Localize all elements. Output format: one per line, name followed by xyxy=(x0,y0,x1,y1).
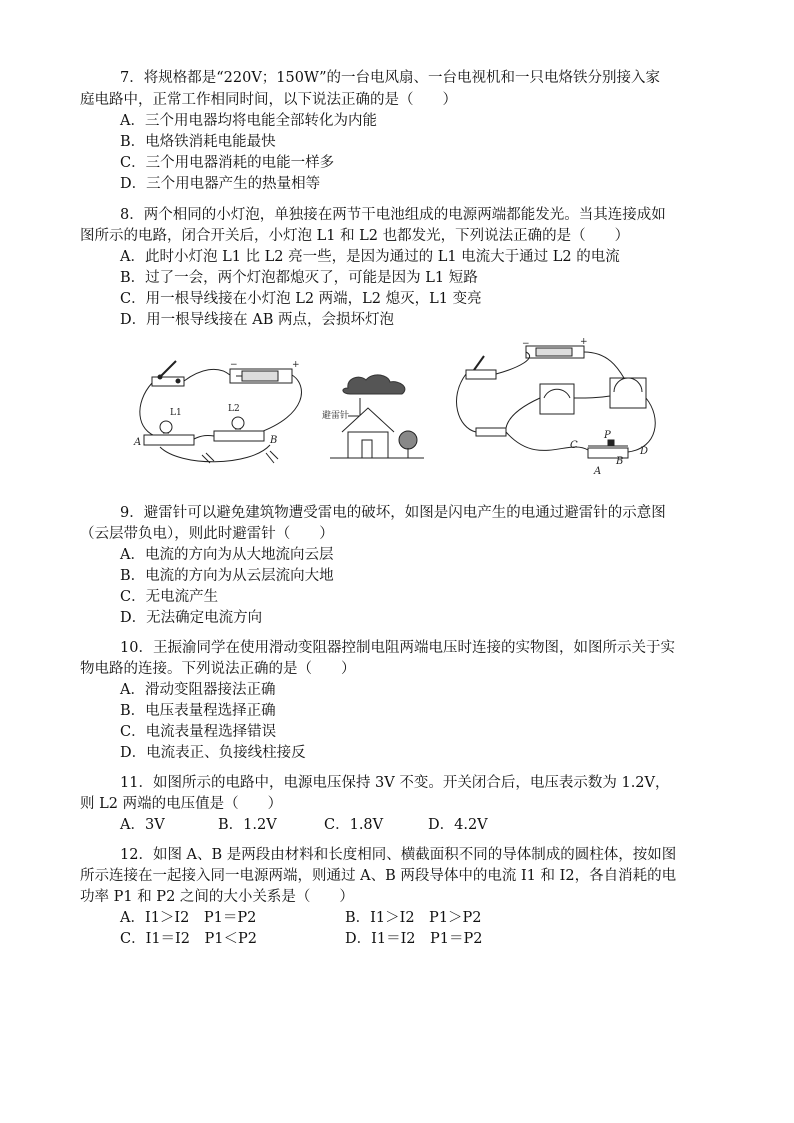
fig10-minus-label: − xyxy=(522,339,530,349)
q10-stem-line2: 物电路的连接。下列说法正确的是（ ） xyxy=(80,661,356,677)
q10-option-c: C．电流表量程选择错误 xyxy=(120,724,277,740)
fig10-a-label: A xyxy=(594,466,602,477)
q12-stem-line2: 所示连接在一起接入同一电源两端，则通过 A、B 两段导体中的电流 I1 和 I2，各自消耗的电 xyxy=(80,868,677,884)
q11-option-b: B．1.2V xyxy=(218,817,277,833)
fig10-c-label: C xyxy=(570,440,578,451)
q12-stem-line1: 12．如图 A、B 是两段由材料和长度相同、横截面积不同的导体制成的圆柱体，按如图 xyxy=(120,847,677,863)
fig8-minus-label: − xyxy=(230,360,238,370)
q9-option-c: C．无电流产生 xyxy=(120,589,219,605)
q7-stem-line1: 7．将规格都是“220V；150W”的一台电风扇、一台电视机和一只电烙铁分别接入家 xyxy=(120,70,661,86)
fig8-l2-label: L2 xyxy=(228,404,240,414)
q7-option-d: D．三个用电器产生的热量相等 xyxy=(120,176,321,192)
q9-stem-line2: （云层带负电），则此时避雷针（ ） xyxy=(80,526,334,542)
q8-option-d: D．用一根导线接在 AB 两点，会损坏灯泡 xyxy=(120,312,394,328)
q8-stem-line2: 图所示的电路，闭合开关后，小灯泡 L1 和 L2 也都发光，下列说法正确的是（ ） xyxy=(80,228,630,244)
q10-option-b: B．电压表量程选择正确 xyxy=(120,703,276,719)
fig10-d-label: D xyxy=(640,446,649,457)
q11-option-d: D．4.2V xyxy=(428,817,488,833)
q10-option-d: D．电流表正、负接线柱接反 xyxy=(120,745,306,761)
q11-stem-line2: 则 L2 两端的电压值是（ ） xyxy=(80,796,283,812)
q11-option-c: C．1.8V xyxy=(324,817,384,833)
q9-stem-line1: 9．避雷针可以避免建筑物遭受雷电的破坏，如图是闪电产生的电通过避雷针的示意图 xyxy=(120,505,666,521)
q7-option-c: C．三个用电器消耗的电能一样多 xyxy=(120,155,335,171)
q8-option-b: B．过了一会，两个灯泡都熄灭了，可能是因为 L1 短路 xyxy=(120,270,478,286)
q11-stem-line1: 11．如图所示的电路中，电源电压保持 3V 不变。开关闭合后，电压表示数为 1.2V， xyxy=(120,775,670,791)
q8-option-a: A．此时小灯泡 L1 比 L2 亮一些，是因为通过的 L1 电流大于通过 L2 的电流 xyxy=(120,249,620,265)
fig8-b-label: B xyxy=(270,435,278,446)
q7-stem-line2: 庭电路中，正常工作相同时间，以下说法正确的是（ ） xyxy=(80,92,457,108)
q12-option-c: C．I1＝I2 P1＜P2 xyxy=(120,931,257,947)
circuit-figure-q8 xyxy=(130,355,310,467)
q11-option-a: A．3V xyxy=(120,817,165,833)
q7-option-a: A．三个用电器均将电能全部转化为内能 xyxy=(120,113,377,129)
fig10-b-label: B xyxy=(616,456,624,467)
lightning-rod-figure-q9 xyxy=(320,368,430,464)
q7-option-b: B．电烙铁消耗电能最快 xyxy=(120,134,276,150)
q9-option-d: D．无法确定电流方向 xyxy=(120,610,263,626)
fig9-rod-label: 避雷针 xyxy=(322,411,350,421)
q10-stem-line1: 10．王振渝同学在使用滑动变阻器控制电阻两端电压时连接的实物图，如图所示关于实 xyxy=(120,640,675,656)
fig8-l1-label: L1 xyxy=(170,408,182,418)
q12-option-b: B．I1＞I2 P1＞P2 xyxy=(345,910,482,926)
q9-option-a: A．电流的方向为从大地流向云层 xyxy=(120,547,334,563)
fig8-a-label: A xyxy=(134,437,142,448)
q8-stem-line1: 8．两个相同的小灯泡，单独接在两节干电池组成的电源两端都能发光。当其连接成如 xyxy=(120,207,666,223)
fig10-plus-label: + xyxy=(580,338,588,347)
q12-stem-line3: 功率 P1 和 P2 之间的大小关系是（ ） xyxy=(80,889,354,905)
q12-option-d: D．I1＝I2 P1＝P2 xyxy=(345,931,483,947)
fig10-p-label: P xyxy=(604,430,611,441)
q10-option-a: A．滑动变阻器接法正确 xyxy=(120,682,276,698)
fig8-plus-label: + xyxy=(292,360,300,370)
rheostat-circuit-figure-q10 xyxy=(448,338,666,488)
q8-option-c: C．用一根导线接在小灯泡 L2 两端，L2 熄灭，L1 变亮 xyxy=(120,291,482,307)
q9-option-b: B．电流的方向为从云层流向大地 xyxy=(120,568,334,584)
q12-option-a: A．I1＞I2 P1＝P2 xyxy=(120,910,257,926)
